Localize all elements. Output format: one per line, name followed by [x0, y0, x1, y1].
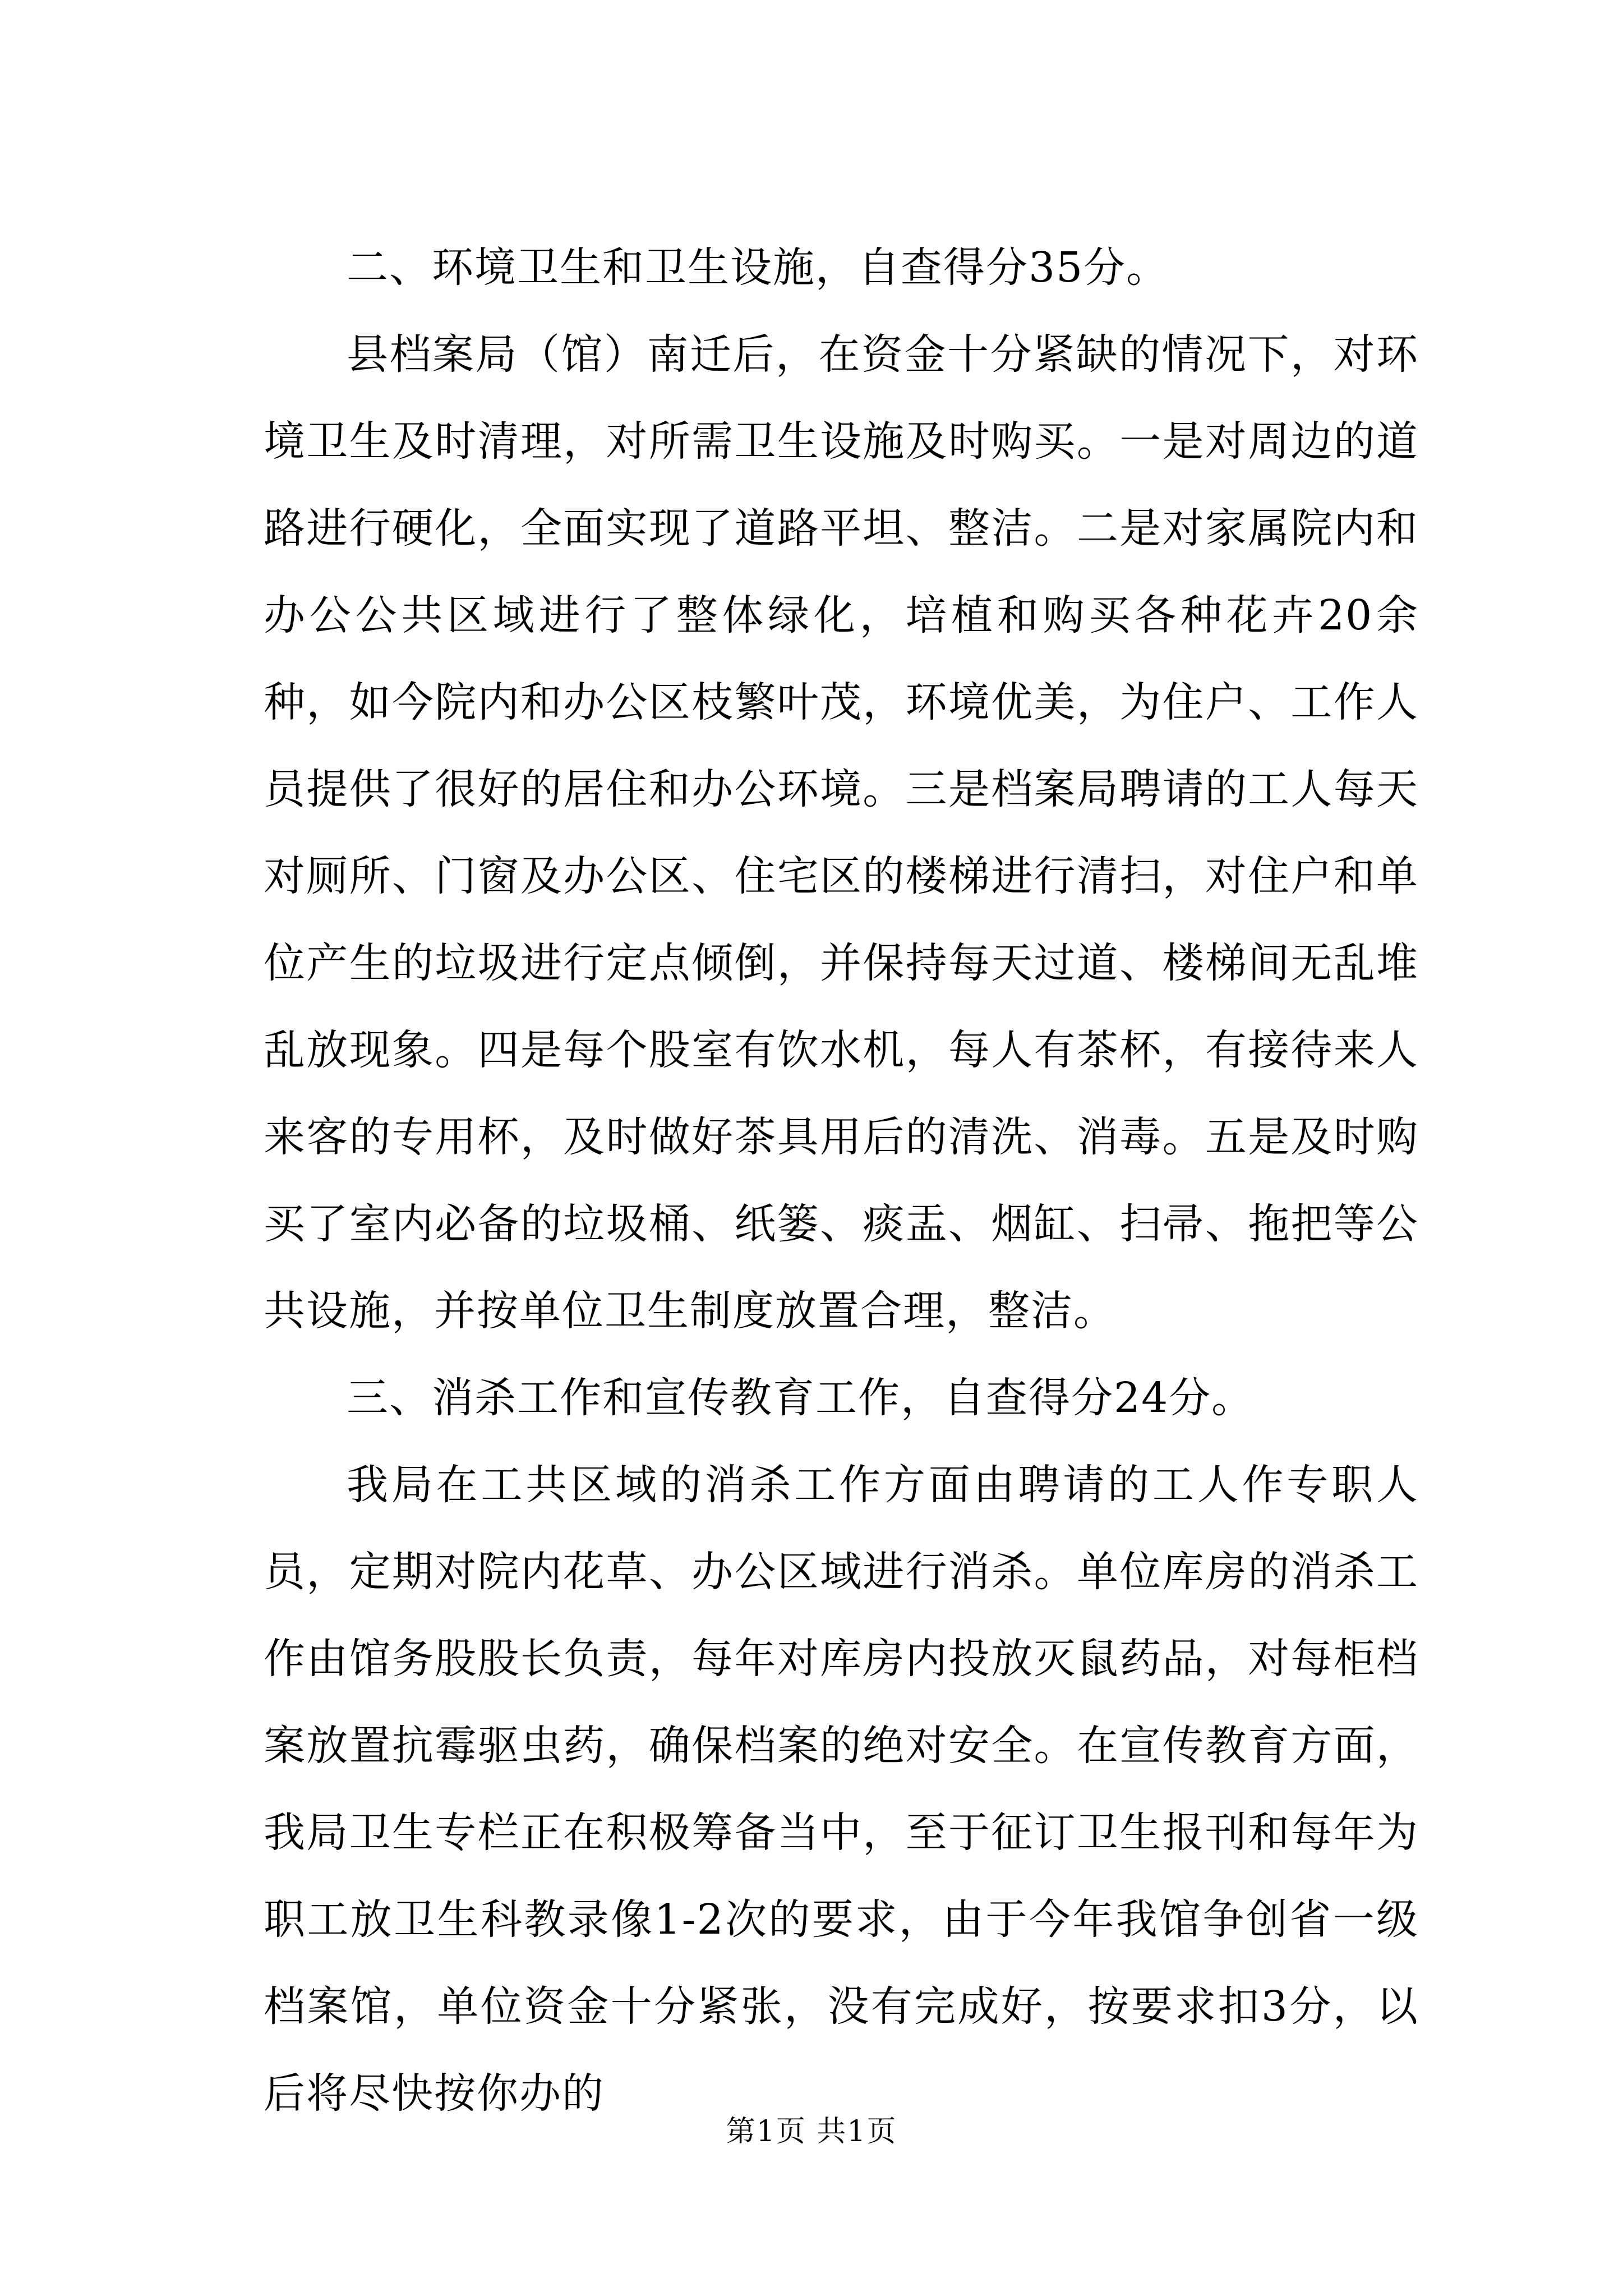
page-footer: 第1页 共1页	[726, 2115, 897, 2148]
body-paragraph-disinfection: 我局在工共区域的消杀工作方面由聘请的工人作专职人员，定期对院内花草、办公区域进行消杀。单位库房的消杀工作由馆务股股长负责，每年对库房内投放灭鼠药品，对每柜档案放置抗霉驱虫药，确保档案的绝对安全。在宣传教育方面，我局卫生专栏正在积极筹备当中，至于征订卫生报刊和每年为职工放卫生科教录像1-2次的要求，由于今年我馆争创省一级档案馆，单位资金十分紧张，没有完成好，按要求扣3分，以后将尽快按你办的	[264, 1461, 1419, 2118]
section-heading-environment: 二、环境卫生和卫生设施，自查得分35分。	[347, 243, 1169, 292]
document-body	[264, 224, 1419, 2137]
section-heading-disinfection: 三、消杀工作和宣传教育工作，自查得分24分。	[347, 1374, 1255, 1422]
body-paragraph-environment: 县档案局（馆）南迁后，在资金十分紧缺的情况下，对环境卫生及时清理，对所需卫生设施及时购买。一是对周边的道路进行硬化，全面实现了道路平坦、整洁。二是对家属院内和办公公共区域进行了整体绿化，培植和购买各种花卉20余种，如今院内和办公区枝繁叶茂，环境优美，为住户、工作人员提供了很好的居住和办公环境。三是档案局聘请的工人每天对厕所、门窗及办公区、住宅区的楼梯进行清扫，对住户和单位产生的垃圾进行定点倾倒，并保持每天过道、楼梯间无乱堆乱放现象。四是每个股室有饮水机，每人有茶杯，有接待来人来客的专用杯，及时做好茶具用后的清洗、消毒。五是及时购买了室内必备的垃圾桶、纸篓、痰盂、烟缸、扫帚、拖把等公共设施，并按单位卫生制度放置合理，整洁。	[264, 330, 1419, 1335]
